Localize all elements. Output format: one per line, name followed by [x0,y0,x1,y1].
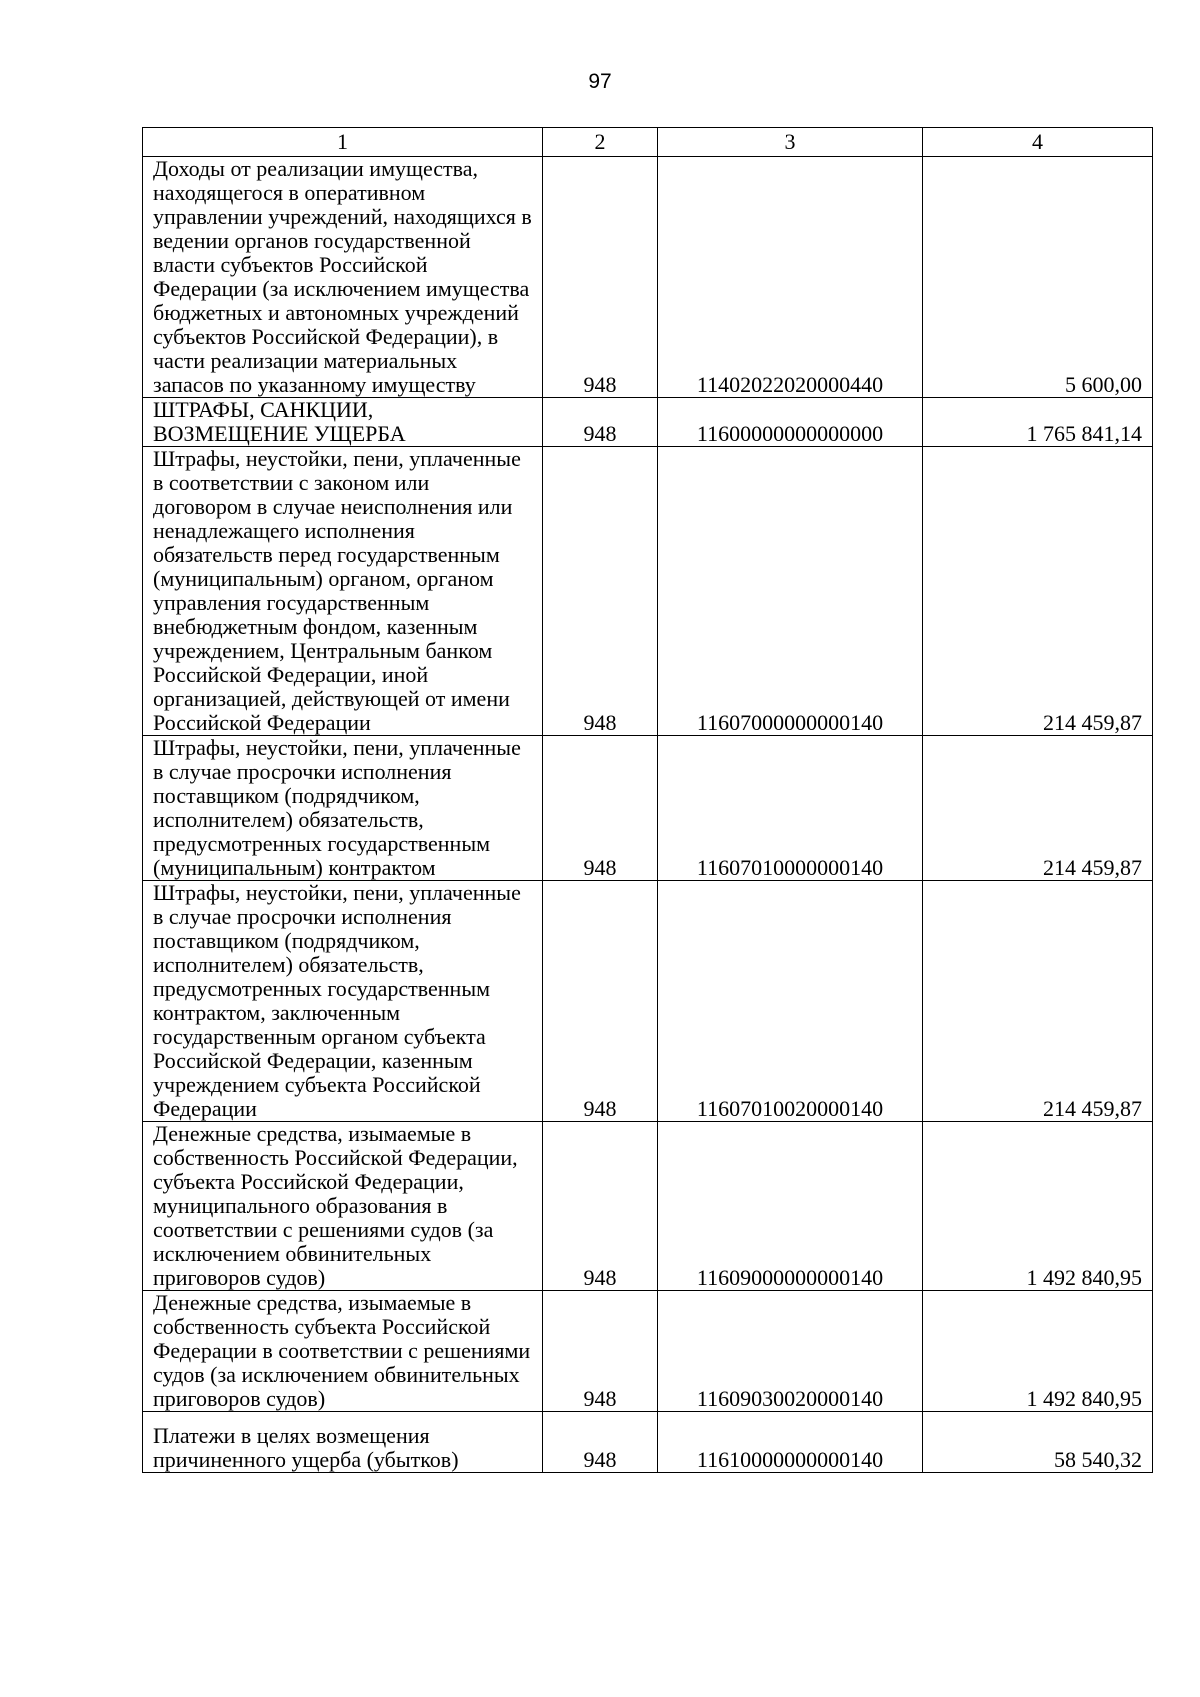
page-number: 97 [588,70,612,93]
table-row [143,881,1153,1122]
row-amount: 214 459,87 [923,881,1153,1122]
row-budget-code: 11609000000000140 [658,1122,923,1291]
row-description: Денежные средства, изымаемые в собственность Российской Федерации, субъекта Российской Федерации, муниципального образования в соответствии с решениями судов (за исключением обвинительных приговоров судов) [143,1122,543,1291]
row-admin-code: 948 [543,157,658,398]
row-amount: 214 459,87 [923,736,1153,881]
table-row [143,1291,1153,1412]
column-header-description: 1 [143,128,543,157]
row-budget-code: 11600000000000000 [658,398,923,447]
table-row [143,157,1153,398]
table-row [143,1122,1153,1291]
row-budget-code: 11607000000000140 [658,447,923,736]
row-description: Штрафы, неустойки, пени, уплаченные в случае просрочки исполнения поставщиком (подрядчиком, исполнителем) обязательств, предусмотренных государственным контрактом, заключенным государственным органом субъекта Российской Федерации, казенным учреждением субъекта Российской Федерации [143,881,543,1122]
row-description: Денежные средства, изымаемые в собственность субъекта Российской Федерации в соответствии с решениями судов (за исключением обвинительных приговоров судов) [143,1291,543,1412]
row-amount: 214 459,87 [923,447,1153,736]
row-description: Штрафы, неустойки, пени, уплаченные в соответствии с законом или договором в случае неисполнения или ненадлежащего исполнения обязательств перед государственным (муниципальным) органом, органом управления государственным внебюджетным фондом, казенным учреждением, Центральным банком Российской Федерации, иной организацией, действующей от имени Российской Федерации [143,447,543,736]
row-amount: 1 492 840,95 [923,1291,1153,1412]
row-amount: 5 600,00 [923,157,1153,398]
row-admin-code: 948 [543,881,658,1122]
row-admin-code: 948 [543,447,658,736]
table-row [143,398,1153,447]
row-description: Платежи в целях возмещения причиненного ущерба (убытков) [143,1412,543,1473]
row-admin-code: 948 [543,1412,658,1473]
column-header-budget-code: 3 [658,128,923,157]
row-amount: 1 492 840,95 [923,1122,1153,1291]
row-budget-code: 11607010000000140 [658,736,923,881]
header-row [143,128,1153,157]
column-header-admin-code: 2 [543,128,658,157]
row-description: ШТРАФЫ, САНКЦИИ, ВОЗМЕЩЕНИЕ УЩЕРБА [143,398,543,447]
table-row [143,1412,1153,1473]
row-amount: 1 765 841,14 [923,398,1153,447]
row-admin-code: 948 [543,1291,658,1412]
row-admin-code: 948 [543,398,658,447]
table-row [143,447,1153,736]
row-admin-code: 948 [543,736,658,881]
table-row [143,736,1153,881]
row-budget-code: 11402022020000440 [658,157,923,398]
column-header-amount: 4 [923,128,1153,157]
row-description: Доходы от реализации имущества, находящегося в оперативном управлении учреждений, находящихся в ведении органов государственной власти субъектов Российской Федерации (за исключением имущества бюджетных и автономных учреждений субъектов Российской Федерации), в части реализации материальных запасов по указанному имуществу [143,157,543,398]
row-budget-code: 11610000000000140 [658,1412,923,1473]
revenue-table [142,127,1153,1473]
row-admin-code: 948 [543,1122,658,1291]
row-description: Штрафы, неустойки, пени, уплаченные в случае просрочки исполнения поставщиком (подрядчиком, исполнителем) обязательств, предусмотренных государственным (муниципальным) контрактом [143,736,543,881]
row-budget-code: 11609030020000140 [658,1291,923,1412]
row-amount: 58 540,32 [923,1412,1153,1473]
row-budget-code: 11607010020000140 [658,881,923,1122]
